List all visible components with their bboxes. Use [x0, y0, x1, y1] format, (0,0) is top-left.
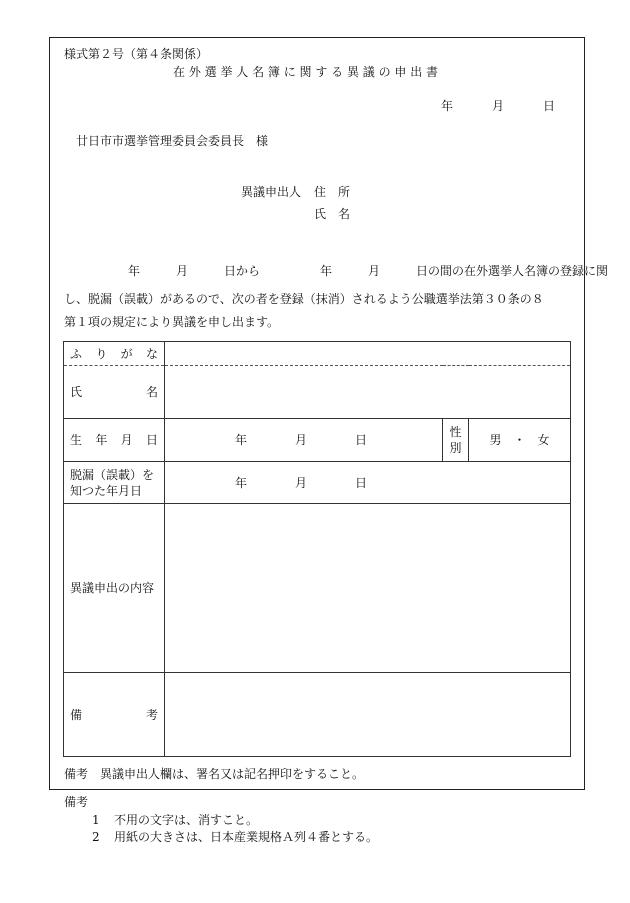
remarks-label: 備 考: [64, 673, 165, 757]
name-label: 氏 名: [64, 366, 165, 419]
remarks-row: [64, 673, 571, 757]
objection-form-table: [63, 341, 571, 757]
birthdate-row: [64, 419, 571, 462]
date-day: 日: [543, 99, 556, 113]
omission-date-row: [64, 462, 571, 504]
body-line-1: 年 月 日から 年 月 日の間の在外選挙人名簿の登録に関: [128, 264, 609, 278]
name-row: [64, 366, 571, 419]
footnote-1-num: 1: [92, 813, 100, 827]
footnote-2-num: 2: [92, 830, 100, 844]
footnote-heading: 備考: [64, 795, 89, 809]
footnote-1-text: 不用の文字は、消すこと。: [114, 813, 259, 827]
body-line-3: 第１項の規定により異議を申し出ます。: [64, 315, 280, 329]
content-label: 異議申出の内容: [64, 504, 165, 673]
sex-label: 性 別: [443, 419, 469, 462]
remarks-field[interactable]: [165, 673, 571, 757]
date-month: 月: [492, 99, 505, 113]
footnote-2-text: 用紙の大きさは、日本産業規格Ａ列４番とする。: [114, 830, 379, 844]
furigana-row: [64, 342, 571, 366]
birthdate-field[interactable]: 年 月 日: [165, 419, 443, 462]
omission-date-label: 脱漏（誤載）を 知つた年月日: [64, 462, 165, 504]
omission-date-field[interactable]: 年 月 日: [165, 462, 571, 504]
content-row: [64, 504, 571, 673]
name-field[interactable]: [165, 366, 571, 419]
content-field[interactable]: [165, 504, 571, 673]
form-title: 在 外 選 挙 人 名 簿 に 関 す る 異 議 の 申 出 書: [173, 65, 439, 79]
birthdate-label: 生 年 月 日: [64, 419, 165, 462]
applicant-label: 異議申出人: [241, 185, 302, 199]
applicant-address-label: 住 所: [314, 185, 351, 199]
addressee: 廿日市市選挙管理委員会委員長 様: [76, 134, 269, 148]
form-number: 様式第２号（第４条関係）: [64, 47, 209, 61]
inner-note: 備考 異議申出人欄は、署名又は記名押印をすること。: [64, 767, 365, 781]
body-line-2: し、脱漏（誤載）があるので、次の者を登録（抹消）されるよう公職選挙法第３０条の８: [64, 292, 544, 306]
date-year: 年: [441, 99, 454, 113]
applicant-name-label: 氏 名: [314, 207, 351, 221]
furigana-field[interactable]: [165, 342, 571, 366]
furigana-label: ふ り が な: [64, 342, 165, 366]
sex-field[interactable]: 男 ・ 女: [469, 419, 571, 462]
